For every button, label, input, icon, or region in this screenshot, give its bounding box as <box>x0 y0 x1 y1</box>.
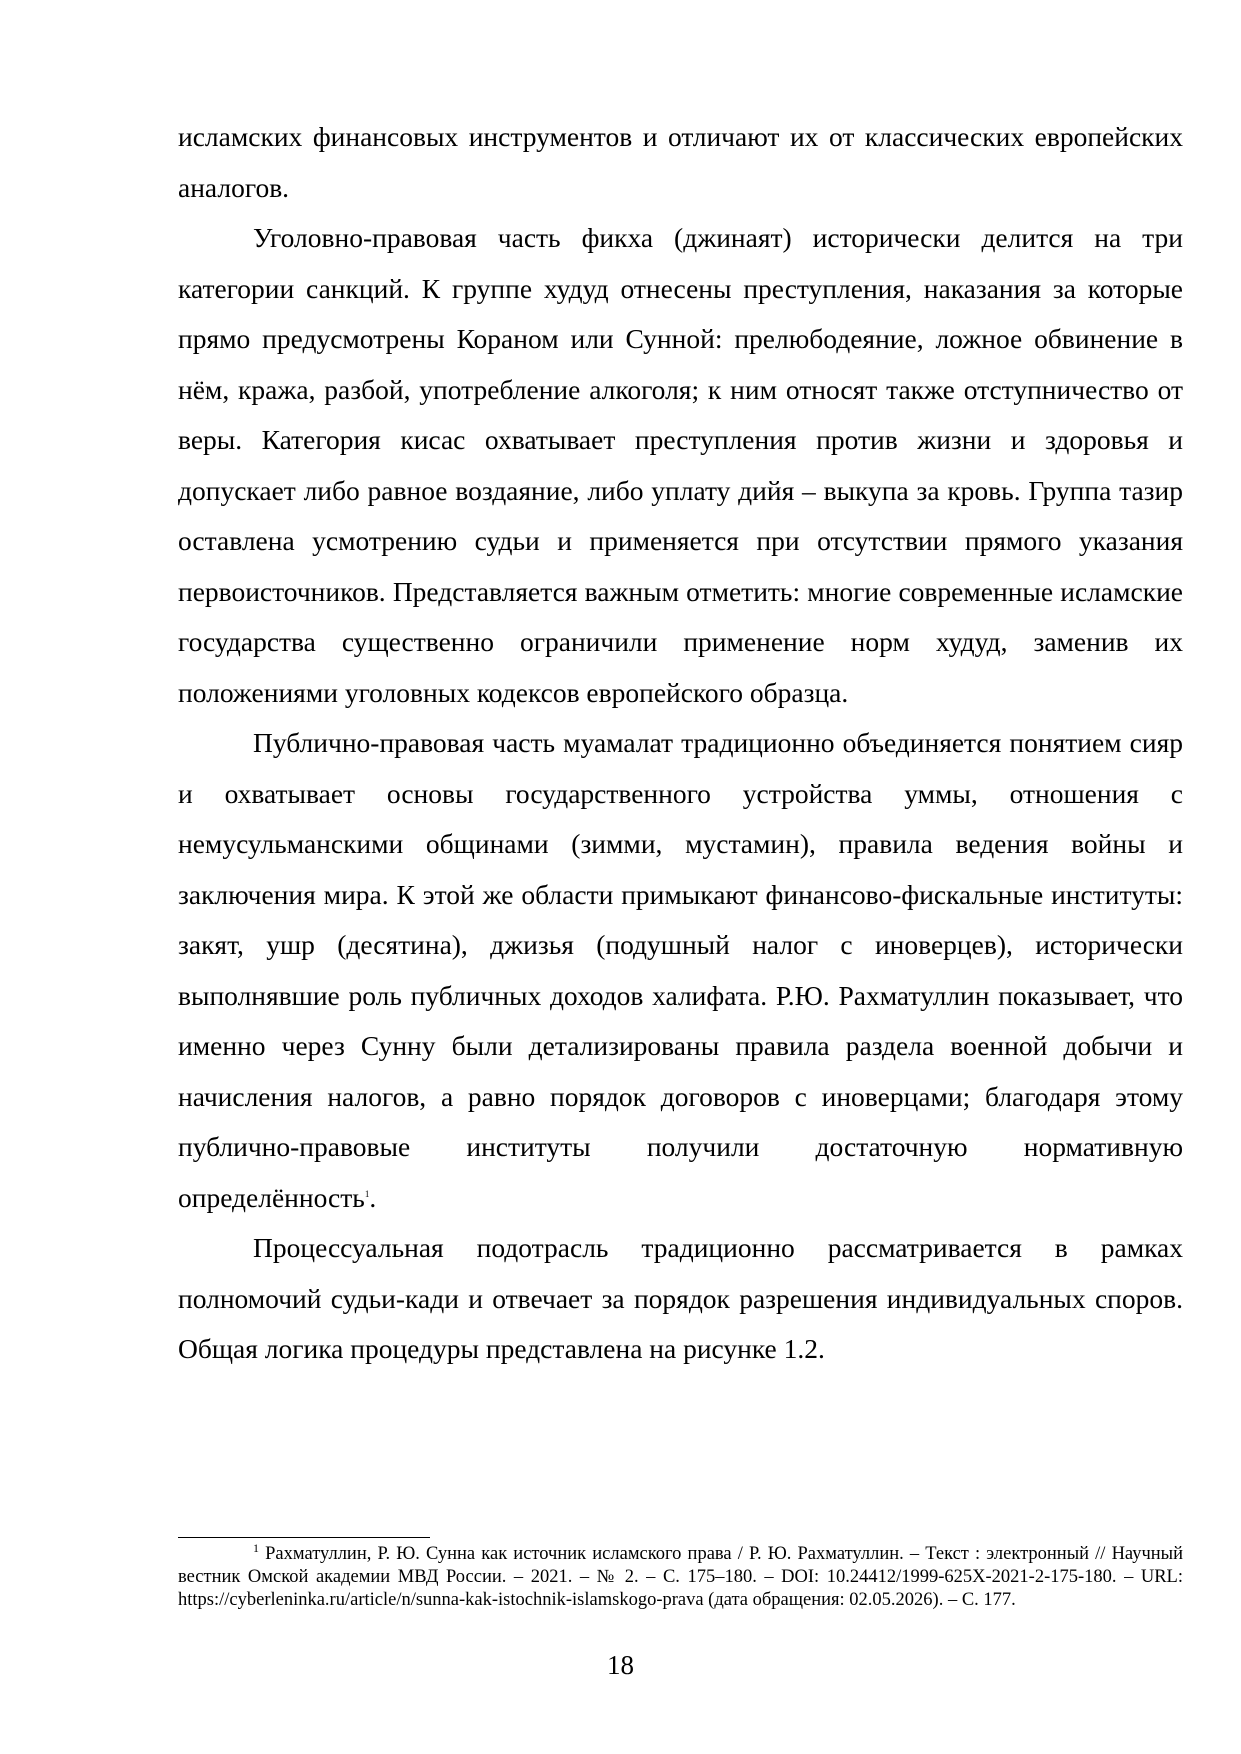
paragraph-procedural <box>178 1223 1183 1375</box>
footnote <box>178 1540 1183 1612</box>
footnote-separator <box>178 1537 430 1538</box>
paragraph-text: исламских финансовых инструментов и отличают их от классических европейских аналогов. <box>178 121 1183 203</box>
footnote-reference[interactable]: 1 <box>364 1188 370 1199</box>
footnote-text: Рахматуллин, Р. Ю. Сунна как источник исламского права / Р. Ю. Рахматуллин. – Текст : электронный // Научный вестник Омской академии МВД России. – 2021. – № 2. – С. 175–180. – DOI: 10.24412/1999-625X-2021-2-175-180. – URL: https://cyberleninka.ru/article/n/sunna-kak-istochnik-islamskogo-prava (дата обращения: 02.05.2026). – С. 177. <box>178 1544 1183 1610</box>
paragraph-criminal-law <box>178 213 1183 718</box>
paragraph-text: Публично-правовая часть муамалат традиционно объединяется понятием сияр и охватывает основы государственного устройства уммы, отношения с немусульманскими общинами (зимми, мустамин), правила ведения войны и заключения мира. К этой же области примыкают финансово-фискальные институты: закят, ушр (десятина), джизья (подушный налог с иноверцев), исторически выполнявшие роль публичных доходов халифата. Р.Ю. Рахматуллин показывает, что именно через Сунну были детализированы правила раздела военной добычи и начисления налогов, а равно порядок договоров с иноверцами; благодаря этому публично-правовые институты получили достаточную нормативную определённость <box>178 727 1183 1213</box>
footnote-number: 1 <box>253 1540 259 1555</box>
paragraph-text: Уголовно-правовая часть фикха (джинаят) исторически делится на три категории санкций. К группе худуд отнесены преступления, наказания за которые прямо предусмотрены Кораном или Сунной: прелюбодеяние, ложное обвинение в нём, кража, разбой, употребление алкоголя; к ним относят также отступничество от веры. Категория кисас охватывает преступления против жизни и здоровья и допускает либо равное воздаяние, либо уплату дийя – выкупа за кровь. Группа тазир оставлена усмотрению судьи и применяется при отсутствии прямого указания первоисточников. Представляется важным отметить: многие современные исламские государства существенно ограничили применение норм худуд, заменив их положениями уголовных кодексов европейского образца. <box>178 222 1183 708</box>
paragraph-text: Процессуальная подотрасль традиционно рассматривается в рамках полномочий судьи-кади и отвечает за порядок разрешения индивидуальных споров. Общая логика процедуры представлена на рисунке 1.2. <box>178 1232 1183 1364</box>
body-text <box>178 112 1183 1375</box>
paragraph-public-law <box>178 718 1183 1223</box>
page-number: 18 <box>607 1650 634 1680</box>
paragraph-tail: . <box>369 1181 377 1213</box>
paragraph-continuation <box>178 112 1183 213</box>
